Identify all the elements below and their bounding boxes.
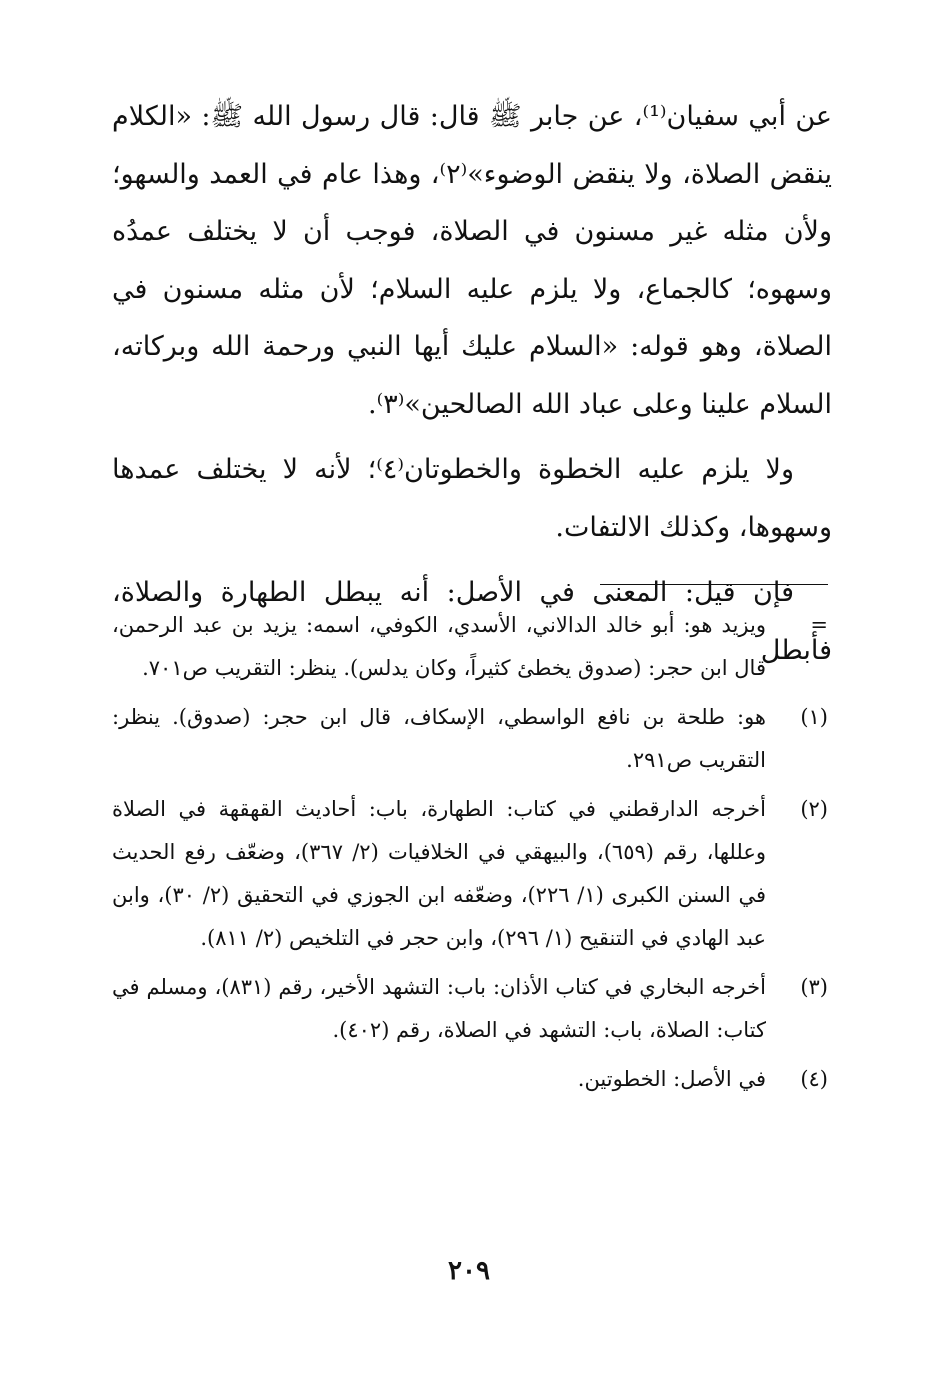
main-paragraph-2: ولا يلزم عليه الخطوة والخطوتان⁽٤⁾؛ لأنه لا يختلف عمدها وسهوها، وكذلك الالتفات. (112, 454, 832, 543)
footnote-marker: = (810, 613, 828, 637)
footnote-text: في الأصل: الخطوتين. (577, 1067, 766, 1091)
footnote-4 (112, 1058, 828, 1101)
footnote-marker: (٢) (800, 797, 828, 821)
main-paragraph-3: فإن قيل: المعنى في الأصل: أنه يبطل الطهارة والصلاة، فأبطل (112, 577, 832, 666)
footnote-3 (112, 966, 828, 1052)
footnote-text: أخرجه البخاري في كتاب الأذان: باب: التشهد الأخير، رقم (٨٣١)، ومسلم في كتاب: الصلاة، باب: التشهد في الصلاة، رقم (٤٠٢). (112, 975, 766, 1042)
footnote-text: هو: طلحة بن نافع الواسطي، الإسكاف، قال ابن حجر: (صدوق). ينظر: التقريب ص٢٩١. (112, 705, 766, 772)
main-text (112, 88, 832, 679)
main-paragraph-1: عن أبي سفيان⁽¹⁾، عن جابر ﷺ قال: قال رسول الله ﷺ: «الكلام ينقض الصلاة، ولا ينقض الوضوء»⁽٢⁾، وهذا عام في العمد والسهو؛ ولأن مثله غير مسنون في الصلاة، فوجب أن لا يختلف عمدُه وسهوه؛ كالجماع، ولا يلزم عليه السلام؛ لأن مثله مسنون في الصلاة، وهو قوله: «السلام عليك أيها النبي ورحمة الله وبركاته، السلام علينا وعلى عباد الله الصالحين»⁽٣⁾. (112, 101, 832, 420)
footnote-text: أخرجه الدارقطني في كتاب: الطهارة، باب: أحاديث القهقهة في الصلاة وعللها، رقم (٦٥٩)، والبيهقي في الخلافيات (٢/ ٣٦٧)، وضعّف رفع الحديث في السنن الكبرى (١/ ٢٢٦)، وضعّفه ابن الجوزي في التحقيق (٢/ ٣٠)، وابن عبد الهادي في التنقيح (١/ ٢٩٦)، وابن حجر في التلخيص (٢/ ٨١١). (112, 797, 766, 950)
footnote-marker: (٤) (800, 1067, 828, 1091)
footnote-2 (112, 788, 828, 960)
footnote-1 (112, 696, 828, 782)
footnote-continuation (112, 604, 828, 690)
footnote-marker: (١) (800, 705, 828, 729)
footnote-divider (600, 584, 828, 585)
footnotes (112, 604, 828, 1107)
page-number: ٢٠٩ (448, 1256, 490, 1286)
footnote-marker: (٣) (800, 975, 828, 999)
footnote-text: ويزيد هو: أبو خالد الدالاني، الأسدي، الكوفي، اسمه: يزيد بن عبد الرحمن، قال ابن حجر: (صدوق يخطئ كثيراً، وكان يدلس). ينظر: التقريب ص٧٠١. (112, 613, 766, 680)
